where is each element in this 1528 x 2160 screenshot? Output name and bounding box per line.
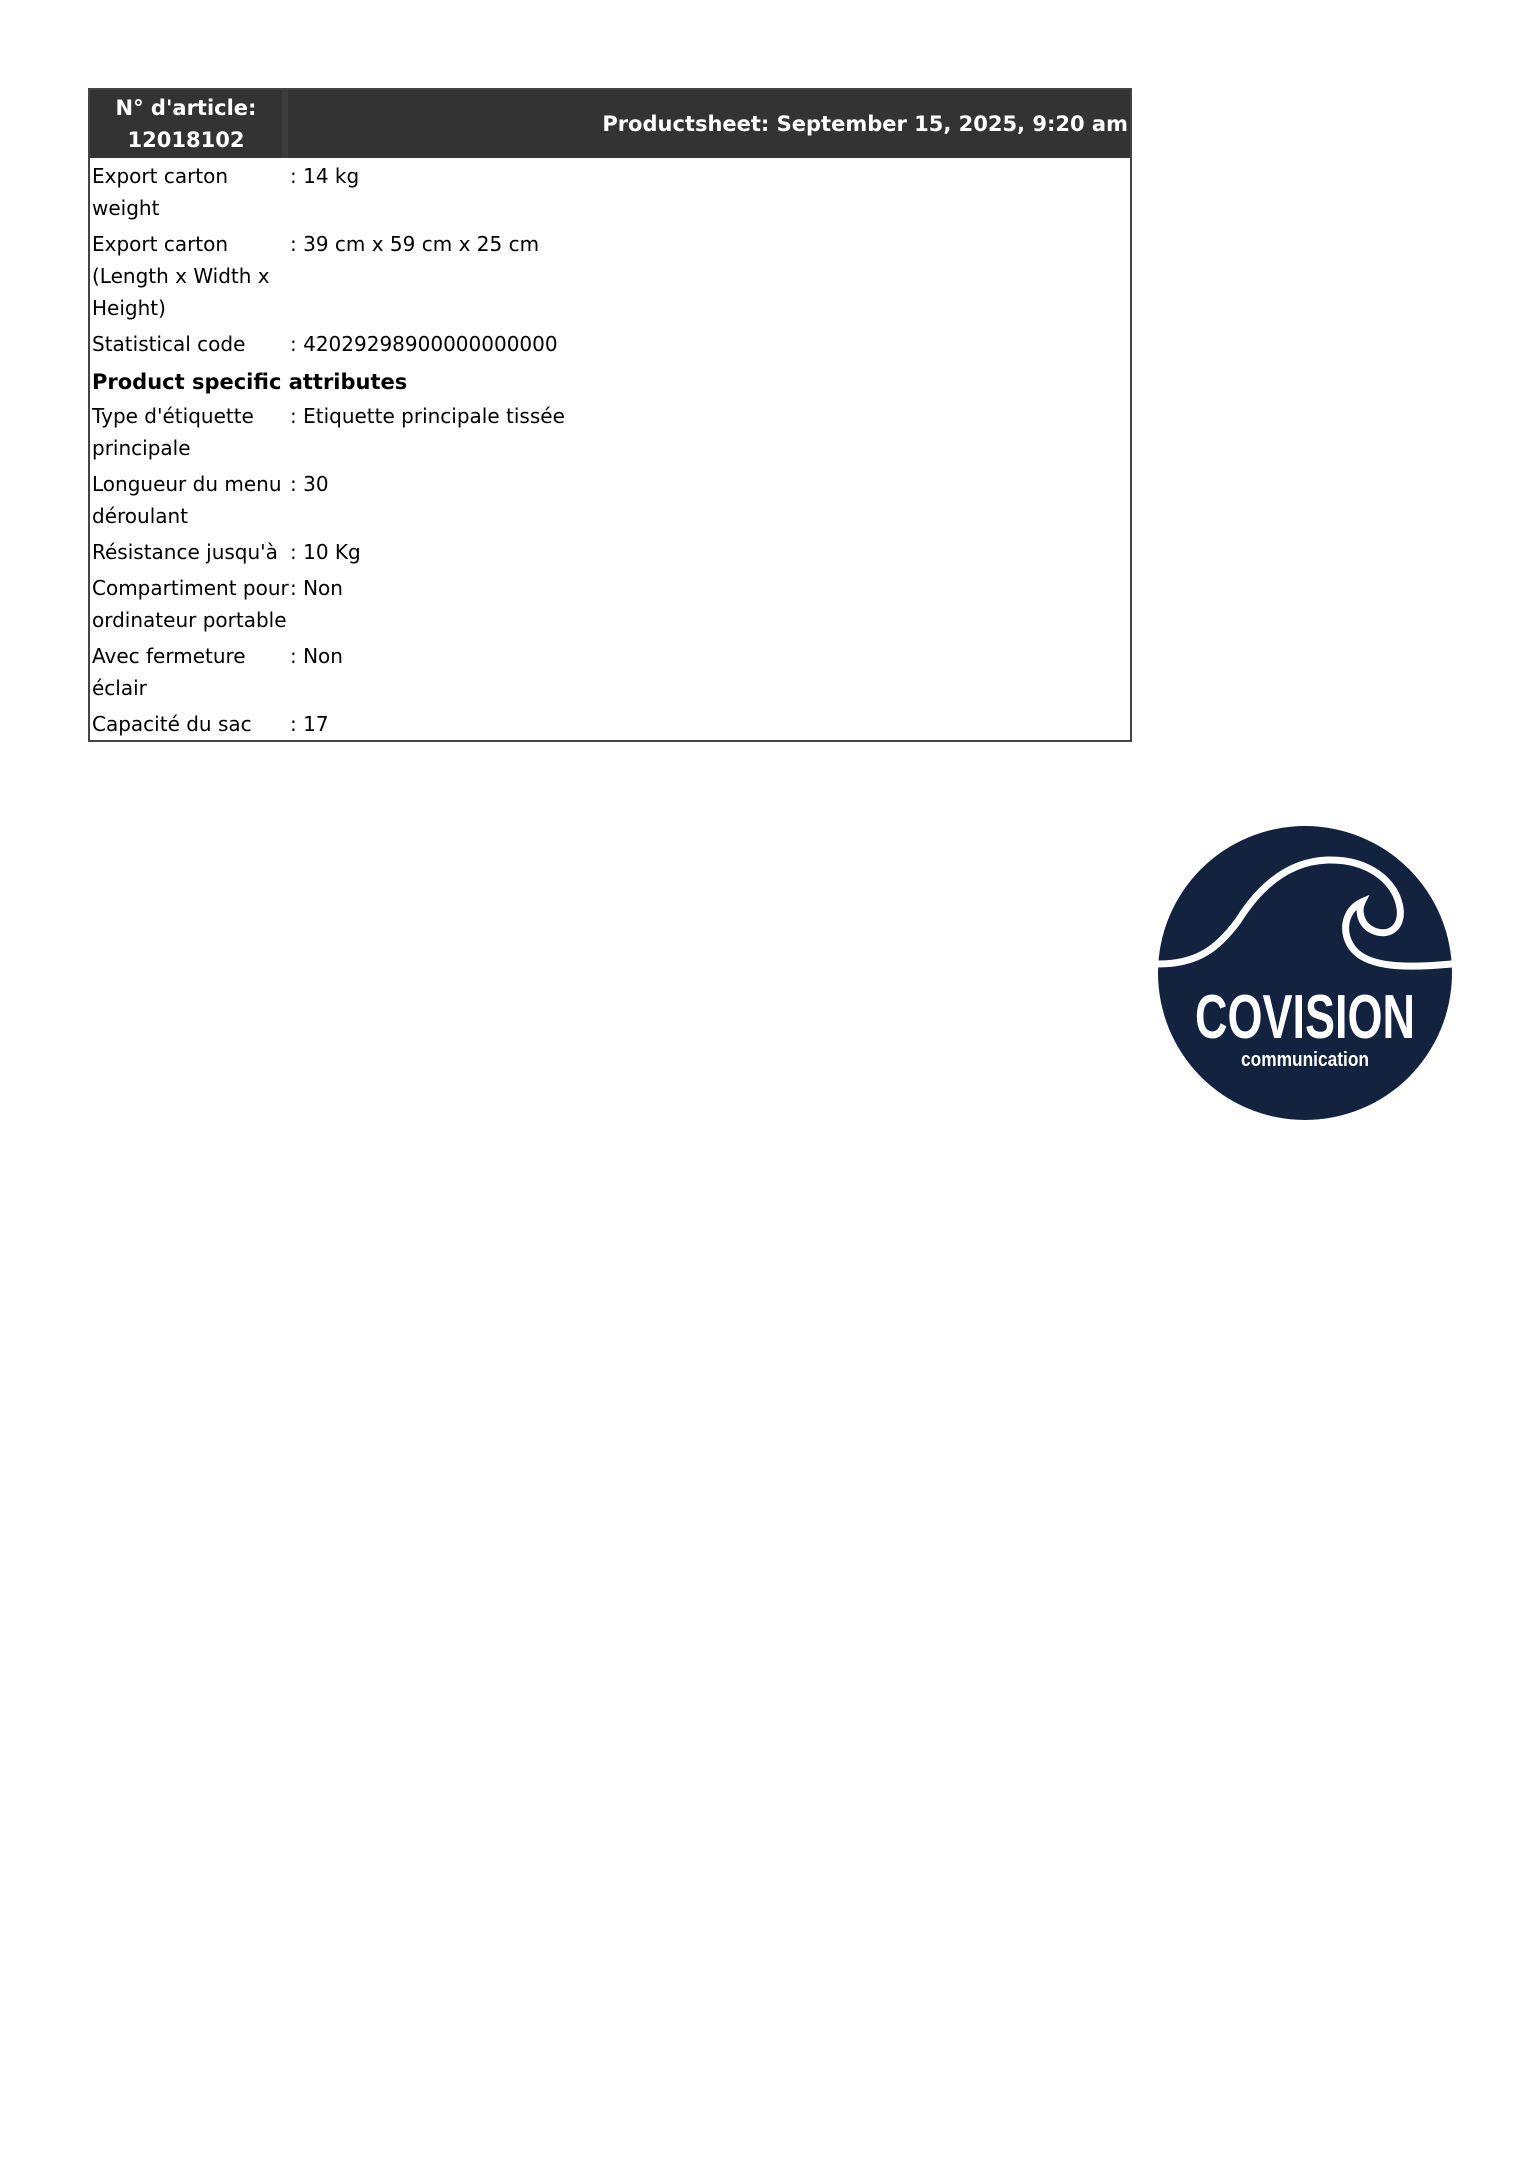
article-label: N° d'article: (115, 96, 257, 120)
attribute-row (90, 228, 1130, 328)
attribute-value: : 10 Kg (290, 540, 361, 564)
attribute-value: : Etiquette principale tissée (290, 404, 565, 428)
logo-tagline: communication (1241, 1049, 1369, 1071)
attribute-label: Avec fermeture éclair (92, 644, 246, 700)
attribute-value: : 17 (290, 712, 329, 736)
attribute-row (90, 400, 1130, 468)
attribute-label: Compartiment pour ordinateur portable (92, 576, 289, 632)
article-number: 12018102 (127, 128, 245, 152)
attribute-label: Export carton weight (92, 164, 229, 220)
attribute-row (90, 640, 1130, 708)
attribute-label: Type d'étiquette principale (92, 404, 254, 460)
product-sheet-table (88, 88, 1132, 742)
sheet-header (90, 90, 1130, 158)
attribute-value: : 42029298900000000000 (290, 332, 558, 356)
section-title: Product specific attributes (92, 370, 408, 394)
attribute-row (90, 708, 1130, 740)
attribute-rows (90, 158, 1130, 740)
attribute-label: Longueur du menu déroulant (92, 472, 282, 528)
attribute-value: : 14 kg (290, 164, 360, 188)
attribute-label: Export carton (Length x Width x Height) (92, 232, 270, 320)
attribute-row (90, 536, 1130, 572)
attribute-label: Résistance jusqu'à (92, 540, 278, 564)
attribute-row (90, 468, 1130, 536)
attribute-label: Capacité du sac (92, 712, 252, 736)
attribute-value: : Non (290, 576, 343, 600)
logo-name: COVISION (1195, 983, 1415, 1052)
covision-logo (1158, 826, 1452, 1120)
attribute-value: : 30 (290, 472, 329, 496)
article-number-cell (90, 90, 288, 158)
attribute-label: Statistical code (92, 332, 246, 356)
attribute-value: : 39 cm x 59 cm x 25 cm (290, 232, 540, 256)
productsheet-date: Productsheet: September 15, 2025, 9:20 am (288, 90, 1130, 158)
logo-circle (1158, 826, 1452, 1120)
attribute-value: : Non (290, 644, 343, 668)
attribute-row (90, 328, 1130, 364)
attribute-row (90, 572, 1130, 640)
attribute-row (90, 160, 1130, 228)
